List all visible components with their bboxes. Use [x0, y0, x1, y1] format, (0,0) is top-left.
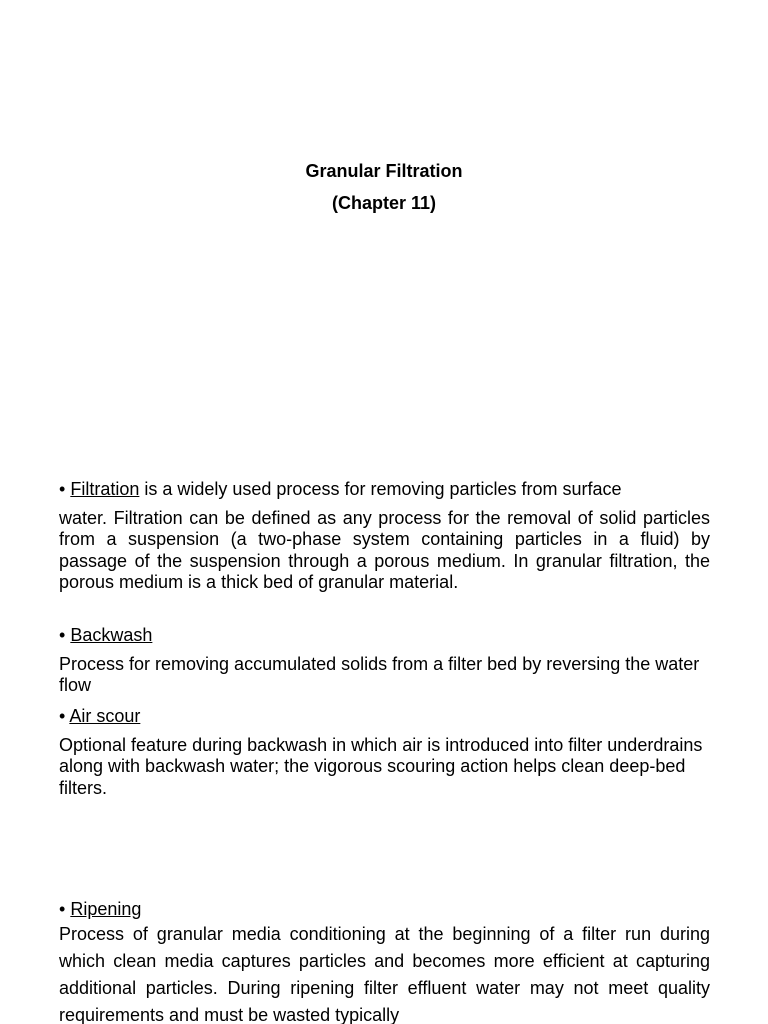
- section-air-scour: [59, 706, 710, 799]
- backwash-definition: Process for removing accumulated solids from a filter bed by reversing the water flow: [59, 653, 700, 695]
- page-subtitle: (Chapter 11): [331, 193, 437, 213]
- section-ripening: [59, 899, 710, 1024]
- section-backwash: [59, 625, 710, 697]
- bullet-marker: •: [59, 706, 66, 726]
- ripening-definition: Process of granular media conditioning at the beginning of a filter run during which clean media captures particles and becomes more efficient at capturing additional particles. During ripening filter effluent water may not meet quality requirements and must be wasted typically: [59, 923, 710, 1024]
- page-title: Granular Filtration: [305, 161, 463, 181]
- term-ripening: Ripening: [70, 899, 142, 919]
- bullet-marker: •: [59, 899, 66, 919]
- title-block: [0, 158, 768, 216]
- term-backwash: Backwash: [70, 625, 153, 645]
- filtration-lead-text: is a widely used process for removing particles from surface: [139, 479, 622, 499]
- bullet-line-air-scour: [59, 706, 710, 728]
- bullet-line-ripening: [59, 899, 710, 921]
- term-air-scour: Air scour: [69, 706, 141, 726]
- air-scour-definition: Optional feature during backwash in which air is introduced into filter underdrains along with backwash water; the vigorous scouring action helps clean deep-bed filters.: [59, 734, 703, 798]
- bullet-line-backwash: [59, 625, 710, 647]
- term-filtration: Filtration: [70, 479, 140, 499]
- bullet-marker: •: [59, 479, 66, 499]
- section-filtration: [59, 479, 710, 594]
- bullet-marker: •: [59, 625, 66, 645]
- bullet-line-filtration: [59, 479, 710, 501]
- filtration-definition: water. Filtration can be defined as any process for the removal of solid particles from a suspension (a two-phase system containing particles in a fluid) by passage of the suspension through a porous medium. In granular filtration, the porous medium is a thick bed of granular material.: [59, 507, 710, 592]
